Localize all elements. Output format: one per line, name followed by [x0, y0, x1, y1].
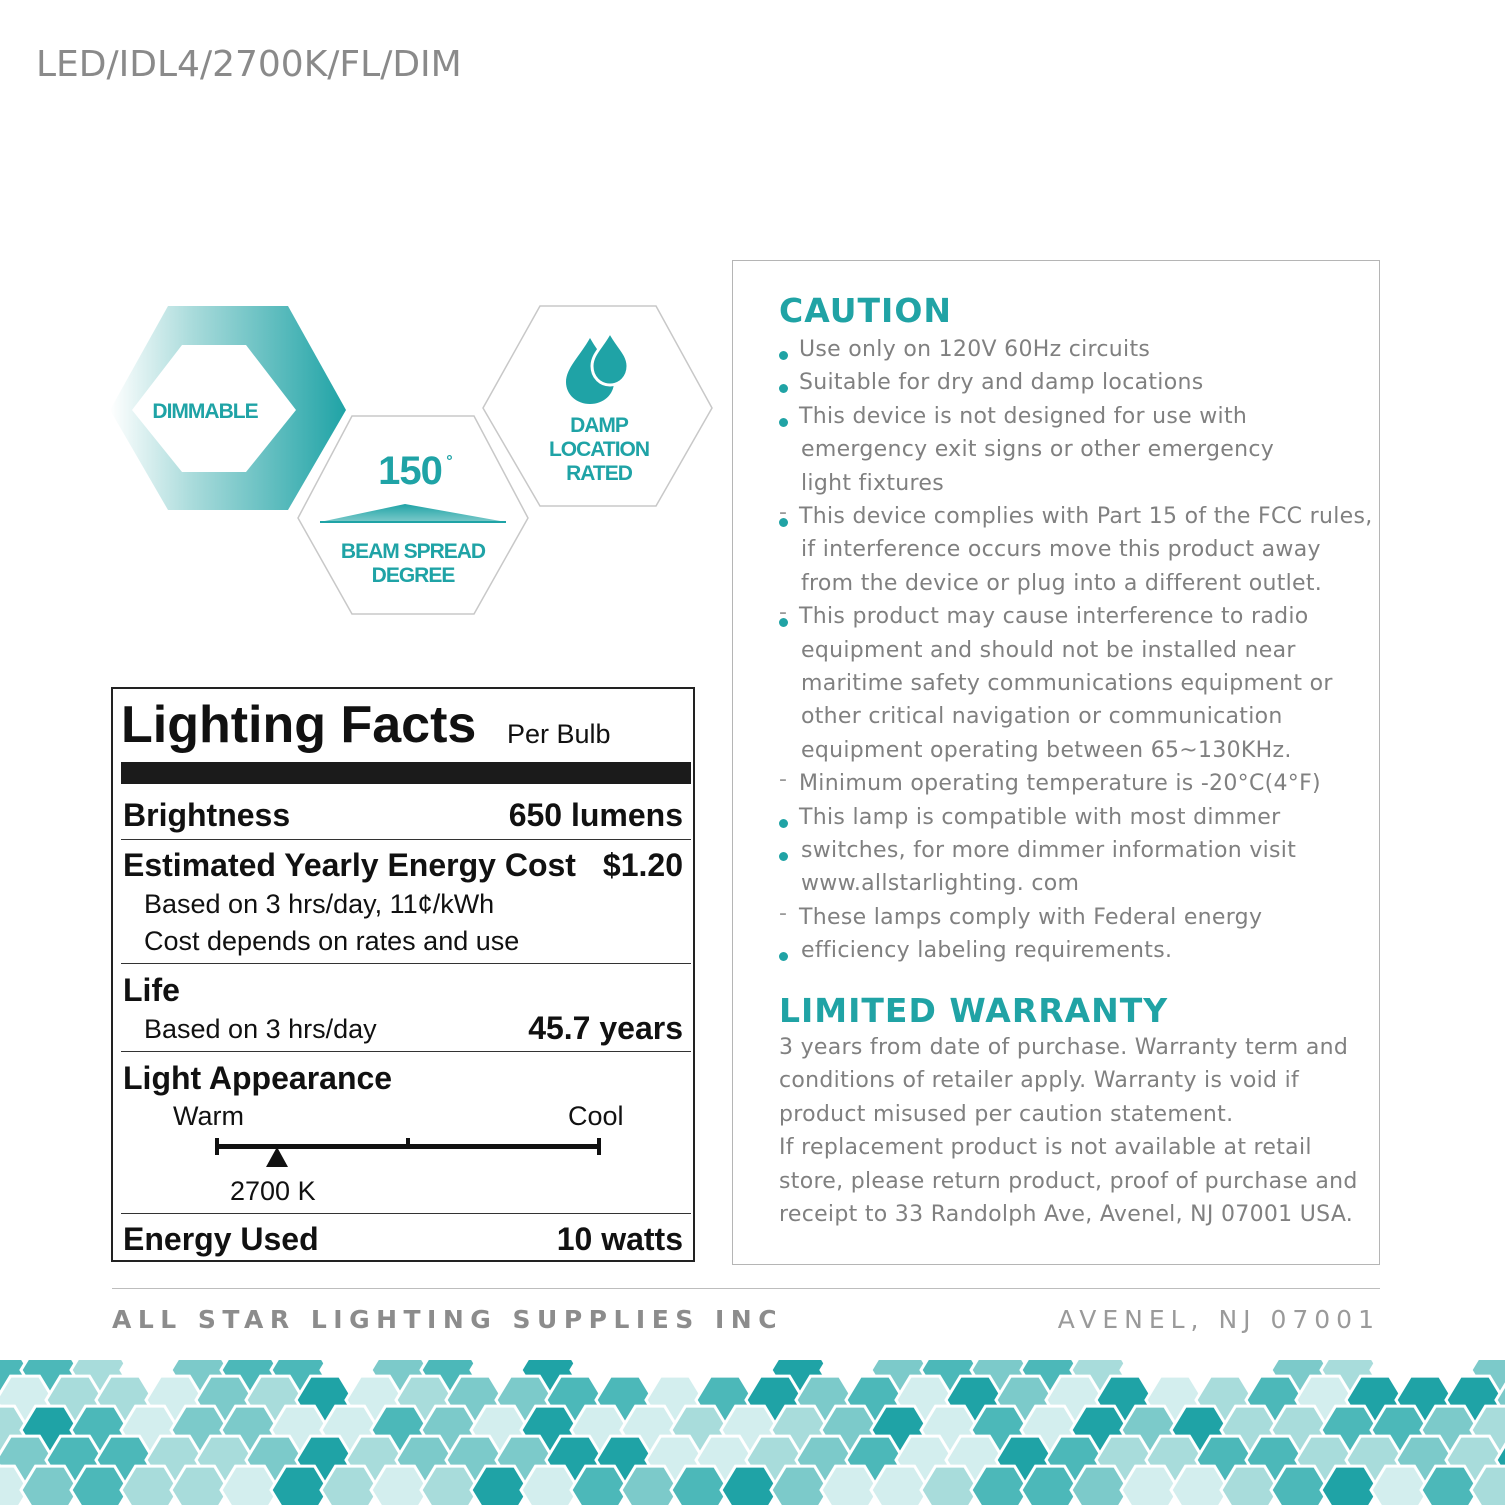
beam-degree-unit: °	[446, 453, 452, 470]
beam-line2: DEGREE	[371, 564, 455, 587]
appearance-warm: Warm	[173, 1101, 244, 1131]
caution-line: www.allstarlighting. com	[801, 871, 1080, 897]
dash-bullet-icon: -	[779, 500, 787, 525]
appearance-label: Light Appearance	[123, 1060, 393, 1096]
warranty-line: receipt to 33 Randolph Ave, Avenel, NJ 07001 USA.	[779, 1202, 1354, 1227]
caution-line: emergency exit signs or other emergency	[801, 437, 1275, 463]
beam-spread-badge	[298, 416, 528, 614]
caution-line: maritime safety communications equipment or	[801, 671, 1333, 696]
lighting-facts-label	[111, 687, 695, 1262]
bullet-icon	[779, 351, 788, 360]
warranty-line: 3 years from date of purchase. Warranty term and	[779, 1035, 1349, 1060]
warranty-line: conditions of retailer apply. Warranty is void if	[779, 1068, 1300, 1094]
brightness-label: Brightness	[123, 797, 291, 833]
facts-per-bulb: Per Bulb	[507, 719, 611, 749]
beam-degree-value: 150	[378, 449, 442, 493]
caution-line: This device is not designed for use with	[799, 403, 1248, 429]
product-sku: LED/IDL4/2700K/FL/DIM	[36, 44, 462, 85]
dimmable-badge	[110, 306, 346, 510]
energy-value: 10 watts	[556, 1221, 683, 1257]
damp-line1: DAMP	[570, 414, 628, 437]
dash-bullet-icon: -	[779, 767, 787, 793]
facts-divider	[121, 839, 691, 840]
bullet-icon	[779, 418, 788, 427]
facts-header-bar	[121, 762, 691, 784]
warranty-line: If replacement product is not available at retail	[779, 1135, 1312, 1161]
color-temperature-marker	[266, 1147, 288, 1167]
dash-bullet-icon: -	[779, 900, 787, 926]
caution-line: light fixtures	[801, 470, 944, 496]
caution-line: switches, for more dimmer information visit	[801, 838, 1297, 863]
damp-location-badge	[483, 306, 712, 506]
caution-line: This product may cause interference to radio	[799, 604, 1309, 630]
caution-line: equipment operating between 65~130KHz.	[801, 737, 1292, 763]
bullet-icon	[779, 952, 788, 961]
brightness-value: 650 lumens	[508, 797, 683, 833]
color-temperature-scale	[215, 1138, 601, 1158]
warranty-line: product misused per caution statement.	[779, 1101, 1234, 1127]
cost-note-depends: Cost depends on rates and use	[144, 926, 520, 956]
bullet-icon	[779, 819, 788, 828]
appearance-cool: Cool	[568, 1101, 624, 1131]
caution-line: Minimum operating temperature is -20°C(4°F)	[799, 771, 1321, 797]
bullet-icon	[779, 852, 788, 861]
life-value: 45.7 years	[528, 1010, 683, 1046]
beam-line1: BEAM SPREAD	[340, 540, 486, 563]
appearance-value: 2700 K	[230, 1176, 316, 1206]
caution-line: from the device or plug into a different outlet.	[801, 570, 1323, 596]
warranty-heading: LIMITED WARRANTY	[779, 991, 1169, 1030]
company-name: ALL STAR LIGHTING SUPPLIES INC	[112, 1305, 784, 1334]
cost-value: $1.20	[602, 847, 683, 883]
caution-line: equipment and should not be installed near	[801, 637, 1296, 663]
facts-divider	[121, 963, 691, 964]
caution-line: These lamps comply with Federal energy	[799, 904, 1263, 930]
facts-title: Lighting Facts	[121, 696, 477, 754]
caution-line: Use only on 120V 60Hz circuits	[799, 337, 1151, 362]
energy-label: Energy Used	[123, 1221, 319, 1257]
caution-line: This device complies with Part 15 of the FCC rules,	[799, 504, 1373, 529]
feature-badges	[100, 290, 720, 630]
damp-line3: RATED	[566, 462, 632, 485]
footer-divider	[112, 1288, 1380, 1289]
cost-note-rate: Based on 3 hrs/day, 11¢/kWh	[144, 889, 495, 919]
cost-label: Estimated Yearly Energy Cost	[123, 847, 576, 883]
damp-line2: LOCATION	[548, 438, 650, 461]
caution-line: This lamp is compatible with most dimmer	[799, 804, 1281, 830]
life-label: Life	[123, 972, 180, 1008]
caution-heading: CAUTION	[779, 291, 952, 330]
life-note: Based on 3 hrs/day	[144, 1014, 377, 1044]
caution-line: Suitable for dry and damp locations	[799, 370, 1204, 396]
facts-divider	[121, 1213, 691, 1214]
company-address: AVENEL, NJ 07001	[1057, 1305, 1380, 1334]
hexagon-pattern-decoration	[0, 1360, 1505, 1505]
dash-bullet-icon: -	[779, 600, 787, 626]
dimmable-label: DIMMABLE	[152, 400, 258, 423]
caution-line: if interference occurs move this product away	[801, 537, 1321, 563]
caution-line: efficiency labeling requirements.	[801, 938, 1173, 964]
warranty-line: store, please return product, proof of purchase and	[779, 1168, 1358, 1194]
caution-line: other critical navigation or communication	[801, 704, 1283, 730]
bullet-icon	[779, 384, 788, 393]
caution-warranty-panel	[732, 260, 1380, 1265]
facts-divider	[121, 1051, 691, 1052]
